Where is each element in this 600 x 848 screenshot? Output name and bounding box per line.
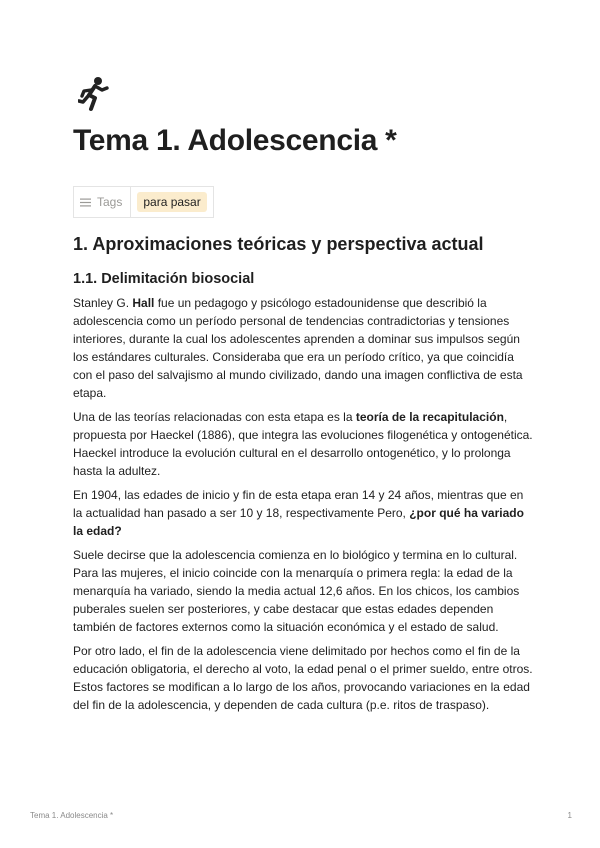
footer-page-number: 1 — [567, 811, 572, 820]
paragraph-1-bold: Hall — [132, 296, 155, 310]
page-title: Tema 1. Adolescencia * — [73, 124, 397, 157]
paragraph-2-text-a: Una de las teorías relacionadas con esta etapa es la — [73, 410, 356, 424]
paragraph-2 — [73, 408, 535, 480]
paragraph-3 — [73, 486, 535, 540]
properties-table — [73, 186, 214, 218]
paragraph-1-text-c: fue un pedagogo y psicólogo estadounidense que describió la adolescencia como un período personal de tendencias contradictorias y tensiones interiores, durante la cual los adolescentes aprenden a dominar sus impulsos según los estándares culturales. Consideraba que era un período crítico, ya que coincidía con el paso del salvajismo al mundo civilizado, dando una imagen conflictiva de esta etapa. — [73, 296, 523, 400]
paragraph-4: Suele decirse que la adolescencia comienza en lo biológico y termina en lo cultural. Para las mujeres, el inicio coincide con la menarquía o primera regla: la edad de la menarquía ha variado, siendo la media actual 12,6 años. En los chicos, los cambios puberales suelen ser posteriores, y cabe destacar que estas edades dependen también de factores externos como la situación económica y el estado de salud. — [73, 548, 520, 634]
tags-label: Tags — [97, 195, 123, 209]
body-text — [73, 294, 535, 720]
tags-property-value[interactable] — [131, 187, 212, 217]
footer-doc-title: Tema 1. Adolescencia * — [30, 811, 114, 820]
paragraph-5: Por otro lado, el fin de la adolescencia viene delimitado por hechos como el fin de la educación obligatoria, el derecho al voto, la edad penal o el primer sueldo, entre otros. Estos factores se modifican a lo largo de los años, provocando variaciones en la edad del fin de la adolescencia, y dependen de cada cultura (p.e. ritos de traspaso). — [73, 644, 533, 712]
list-icon — [80, 198, 91, 207]
paragraph-2-text-c: , propuesta por Haeckel (1886), que integra las evoluciones filogenética y ontogenética. Haeckel introduce la evolución cultural en el desarrollo ontogenético, y lo prolonga hasta la adultez. — [73, 410, 533, 478]
paragraph-2-bold: teoría de la recapitulación — [355, 410, 504, 424]
paragraph-3-text-a: En 1904, las edades de inicio y fin de esta etapa eran 14 y 24 años, mientras que en la actualidad han pasado a ser 10 y 18, respectivamente Pero, — [73, 488, 524, 520]
paragraph-1 — [73, 294, 535, 402]
running-person-icon — [78, 76, 110, 112]
paragraph-3-bold: ¿por qué ha variado la edad? — [73, 506, 524, 538]
subsection-heading: 1.1. Delimitación biosocial — [73, 271, 255, 287]
tag-badge[interactable]: para pasar — [137, 192, 206, 212]
paragraph-1-text-a: Stanley G. — [73, 296, 133, 310]
tags-property-label[interactable] — [74, 187, 131, 217]
section-heading: 1. Aproximaciones teóricas y perspectiva actual — [73, 234, 484, 254]
